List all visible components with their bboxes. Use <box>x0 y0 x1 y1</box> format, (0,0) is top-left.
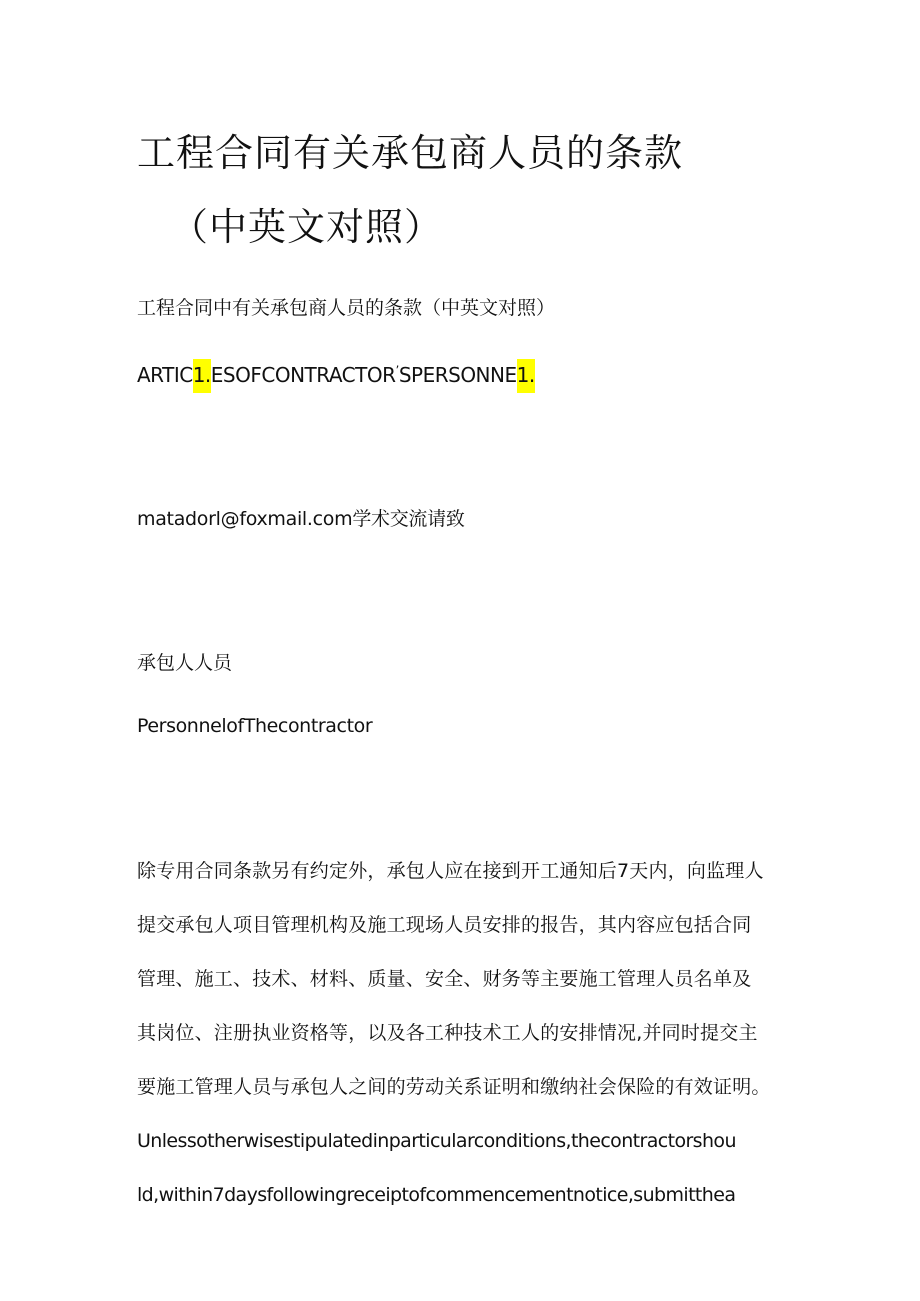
paragraph-line: ld,within7daysfollowingreceiptofcommencementnotice,submitthea <box>137 1184 736 1206</box>
article-text-part3: SPERSONNE <box>398 363 517 387</box>
article-heading <box>137 359 535 393</box>
document-title-continued: （中英文对照） <box>170 205 444 249</box>
document-subtitle: 工程合同中有关承包商人员的条款（中英文对照） <box>137 297 556 319</box>
document-title: 工程合同有关承包商人员的条款 <box>137 131 684 175</box>
article-text-part2: ESOFCONTRACTOR <box>210 363 396 387</box>
highlighted-text: 1. <box>517 359 535 393</box>
section-heading-chinese: 承包人人员 <box>137 652 233 674</box>
article-text-part1: ARTIC <box>137 363 193 387</box>
section-heading-english: PersonnelofThecontractor <box>137 715 373 737</box>
contact-line: matadorl@foxmail.com学术交流请致 <box>137 508 465 530</box>
article-apostrophe: ’ <box>395 363 399 378</box>
paragraph-line: 除专用合同条款另有约定外，承包人应在接到开工通知后7天内，向监理人 <box>137 860 764 882</box>
paragraph-line: 管理、施工、技术、材料、质量、安全、财务等主要施工管理人员名单及 <box>137 968 752 990</box>
paragraph-line: Unlessotherwisestipulatedinparticularconditions,thecontractorshou <box>137 1130 736 1152</box>
body-paragraph <box>137 856 797 1234</box>
paragraph-line: 其岗位、注册执业资格等，以及各工种技术工人的安排情况,并同时提交主 <box>137 1022 758 1044</box>
paragraph-line: 要施工管理人员与承包人之间的劳动关系证明和缴纳社会保险的有效证明。 <box>137 1076 771 1098</box>
highlighted-text: 1. <box>193 359 211 393</box>
paragraph-line: 提交承包人项目管理机构及施工现场人员安排的报告，其内容应包括合同 <box>137 914 752 936</box>
